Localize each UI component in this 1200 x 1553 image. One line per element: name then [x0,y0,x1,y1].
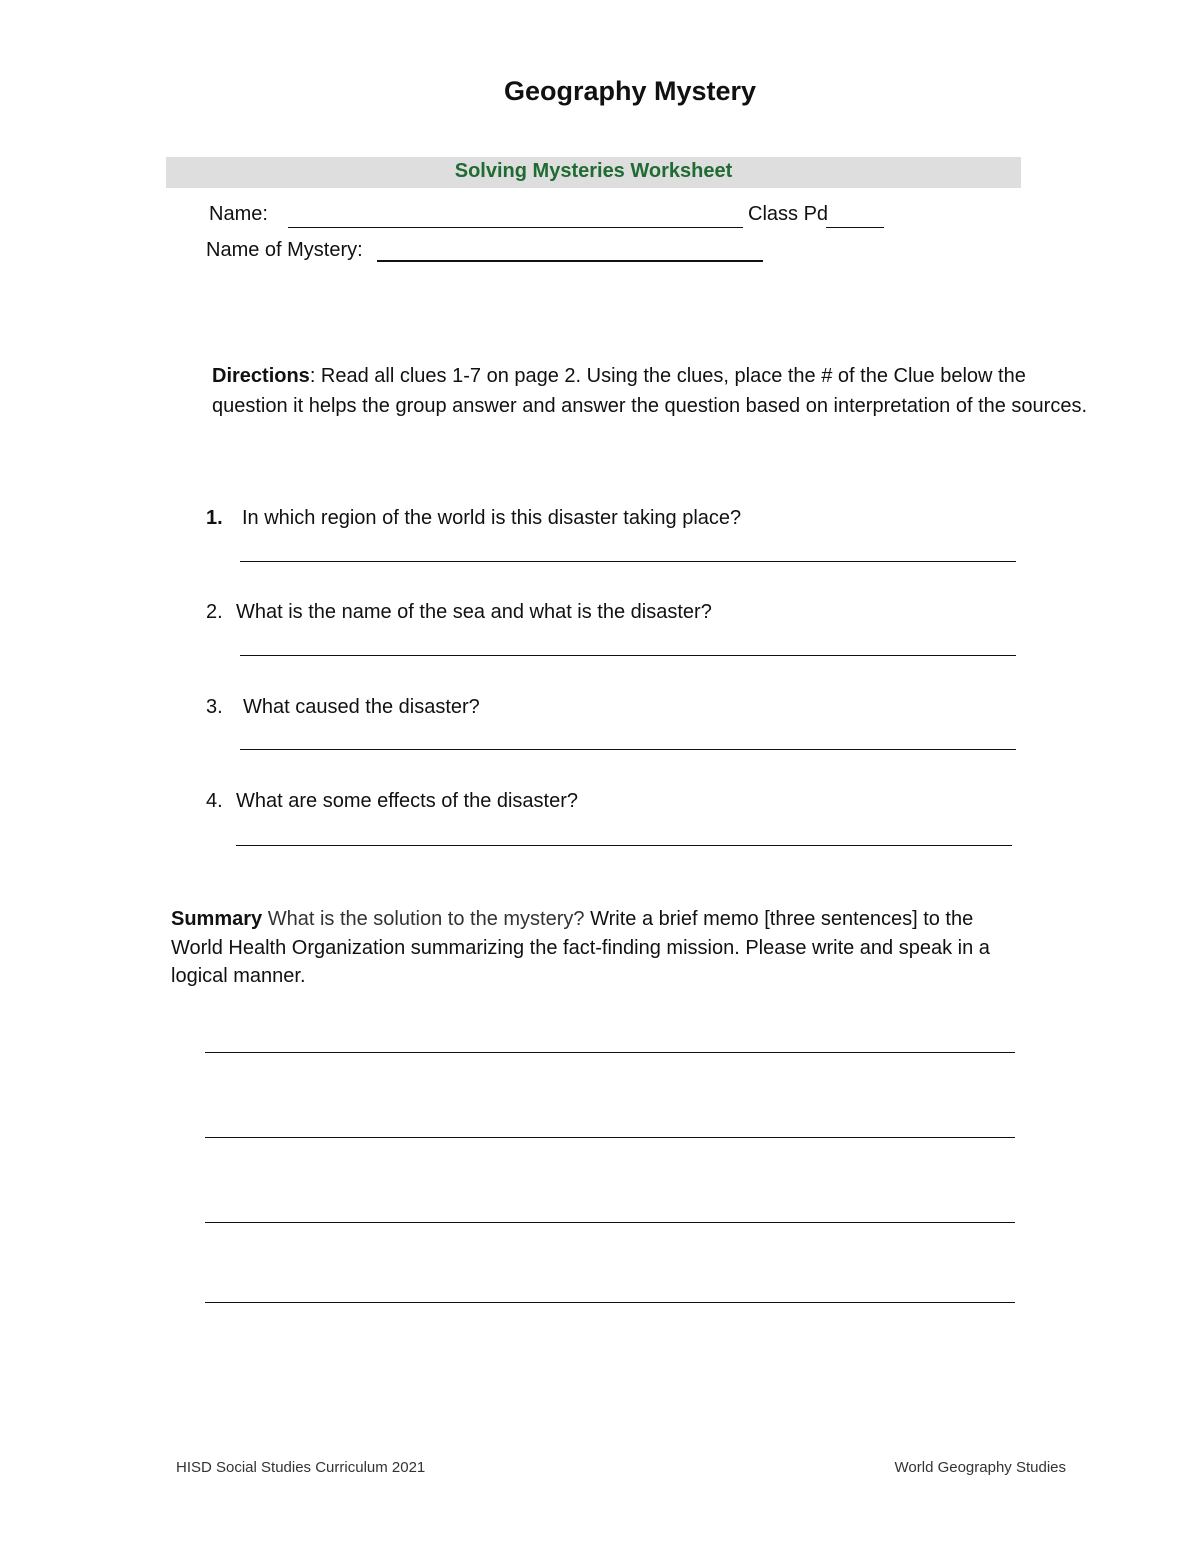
question-text: In which region of the world is this disaster taking place? [242,507,742,529]
question-number: 1. [206,507,223,529]
worksheet-subtitle: Solving Mysteries Worksheet [454,160,733,182]
question-text: What caused the disaster? [243,696,480,718]
directions-label: Directions [212,365,310,387]
summary-prompt [171,905,991,991]
footer-right: World Geography Studies [894,1459,1066,1476]
mystery-name-label: Name of Mystery: [206,239,363,261]
summary-label: Summary [171,908,263,930]
summary-text: Write a brief memo [three sentences] to the World Health Organization summarizing the fact-finding mission. Please write and speak in a logical manner. [171,908,990,987]
directions-text: : Read all clues 1-7 on page 2. Using the clues, place the # of the Clue below the question it helps the group answer and answer the question based on interpretation of the sources. [212,365,1088,417]
question-text: What are some effects of the disaster? [236,790,579,812]
question-number: 3. [206,696,223,718]
summary-answer-line[interactable] [205,1222,1015,1223]
summary-answer-line[interactable] [205,1052,1015,1053]
answer-line[interactable] [240,561,1016,562]
footer-left: HISD Social Studies Curriculum 2021 [176,1459,426,1476]
mystery-name-field[interactable] [377,260,763,262]
answer-line[interactable] [236,845,1012,846]
answer-line[interactable] [240,749,1016,750]
question-number: 2. [206,601,223,623]
directions [212,362,1092,421]
summary-answer-line[interactable] [205,1137,1015,1138]
class-period-label: Class Pd [748,203,829,225]
name-label: Name: [209,203,268,225]
page-title: Geography Mystery [503,76,757,106]
answer-line[interactable] [240,655,1016,656]
question-number: 4. [206,790,223,812]
summary-question: What is the solution to the mystery? [262,908,585,930]
question-text: What is the name of the sea and what is the disaster? [236,601,712,623]
summary-answer-line[interactable] [205,1302,1015,1303]
name-field[interactable] [288,227,743,228]
class-period-field[interactable] [826,227,884,228]
